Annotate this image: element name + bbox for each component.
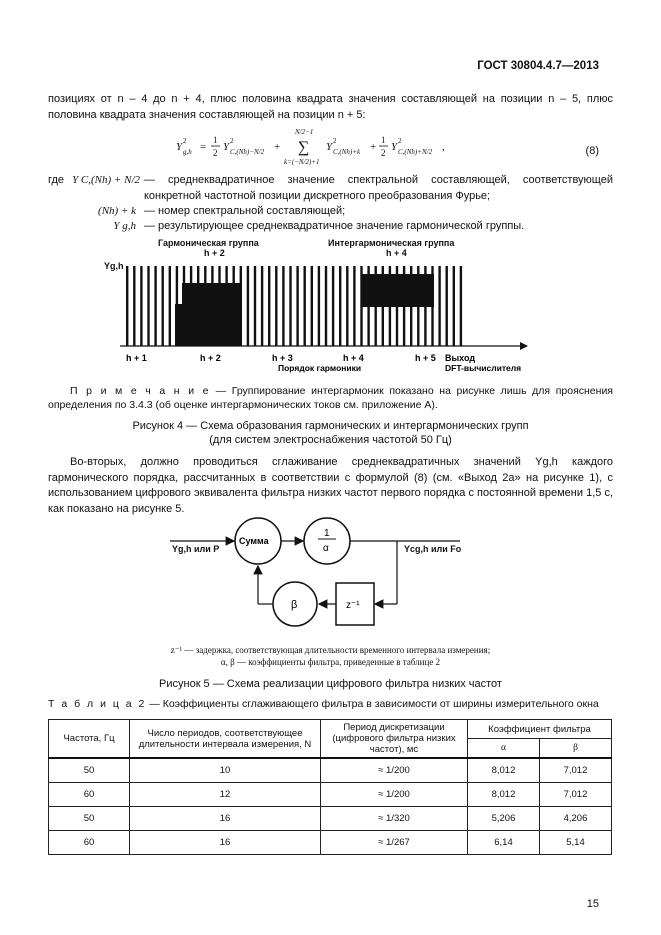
cell: ≈ 1/267: [321, 831, 468, 855]
beta-label: β: [291, 599, 298, 611]
cell: 7,012: [539, 758, 611, 783]
spectral-bar: [460, 266, 462, 346]
cell: 60: [49, 831, 130, 855]
cell: 50: [49, 807, 130, 831]
svg-text:+: +: [274, 141, 281, 153]
figure-5-legend-2: α, β — коэффициенты фильтра, приведенные в таблице 2: [220, 657, 441, 667]
cell: 6,14: [468, 831, 540, 855]
figure-5-legend-1: z⁻¹ — задержка, соответствующая длительности временного интервала измерения;: [170, 645, 491, 655]
table-2-label: Т а б л и ц а 2: [48, 698, 147, 710]
fig4-tick-4: h + 4: [343, 353, 364, 363]
spectral-bar: [304, 266, 306, 346]
cell: 16: [130, 831, 321, 855]
table-2: [48, 719, 612, 855]
formula-8: [170, 128, 470, 168]
svg-text:C,(Nh)+N/2: C,(Nh)+N/2: [398, 148, 433, 156]
spectral-bar: [275, 266, 277, 346]
spectral-bar: [140, 266, 142, 346]
spectral-bar: [325, 266, 327, 346]
group-block: [182, 283, 240, 304]
spectral-bar: [346, 266, 348, 346]
where-text-3: — результирующее среднеквадратичное значение гармонической группы.: [144, 220, 525, 232]
table-row: [49, 758, 612, 783]
fig4-tick-3: h + 3: [272, 353, 293, 363]
table-row: [49, 783, 612, 807]
cell: 60: [49, 783, 130, 807]
svg-text:2: 2: [183, 137, 187, 145]
svg-text:=: =: [200, 141, 207, 153]
svg-text:2: 2: [398, 137, 402, 145]
alpha-node: [304, 518, 350, 564]
where-text-1: — среднеквадратичное значение спектральной составляющей, соответствующей конкретной частотной позиции дискретного преобразования Фурье;: [144, 174, 613, 202]
where-term-2: (Nh) + k: [98, 205, 136, 217]
svg-text:g,h: g,h: [183, 148, 192, 156]
spectral-bar: [261, 266, 263, 346]
th-period: Период дискретизации (цифрового фильтра низких частот), мс: [321, 720, 468, 759]
svg-text:∑: ∑: [298, 139, 310, 156]
fig4-output-label: Выход: [445, 353, 476, 363]
fig5-input-label: Yg,h или P: [172, 544, 220, 554]
cell: 10: [130, 758, 321, 783]
fig4-y-axis: Yg,h: [104, 261, 124, 271]
spectral-bar: [318, 266, 320, 346]
th-periods: Число периодов, соответствующее длительности интервала измерения, N: [130, 720, 321, 759]
fig4-group-h: h + 2: [204, 248, 225, 258]
where-term-3: Y g,h: [113, 220, 136, 232]
cell: 7,012: [539, 783, 611, 807]
svg-text:+: +: [370, 141, 377, 153]
where-term-1: Y C,(Nh) + N/2: [72, 174, 140, 186]
fig4-x-label: Порядок гармоники: [278, 363, 362, 373]
delay-label: z⁻¹: [346, 600, 360, 611]
where-list: [48, 173, 613, 233]
formula-number: (8): [585, 145, 599, 157]
spectral-bar: [169, 266, 171, 346]
table-row: [49, 807, 612, 831]
spectral-bar: [353, 266, 355, 346]
alpha-num: 1: [324, 528, 330, 539]
table-2-title: [48, 698, 613, 710]
figure-5-legend: [48, 644, 613, 668]
spectral-bar: [126, 266, 128, 346]
standard-header: ГОСТ 30804.4.7—2013: [477, 60, 599, 72]
svg-text:,: ,: [442, 141, 445, 153]
fig4-group-label: Гармоническая группа: [158, 238, 259, 248]
spectral-bar: [453, 266, 455, 346]
figure-5-caption: Рисунок 5 — Схема реализации цифрового фильтра низких частот: [159, 678, 502, 690]
svg-text:2: 2: [381, 148, 386, 158]
group-block: [175, 304, 241, 346]
svg-text:1: 1: [381, 135, 386, 145]
spectral-bar: [446, 266, 448, 346]
th-beta: β: [539, 739, 611, 759]
svg-text:Y: Y: [391, 141, 398, 153]
cell: 5,206: [468, 807, 540, 831]
svg-text:2: 2: [333, 137, 337, 145]
fig5-output-label: Yсg,h или Fo: [404, 544, 462, 554]
spectral-bar: [133, 266, 135, 346]
figure-4-caption-line1: Рисунок 4 — Схема образования гармонических и интергармонических групп: [132, 420, 529, 432]
fig4-tick-1: h + 1: [126, 353, 147, 363]
where-text-2: — номер спектральной составляющей;: [144, 205, 346, 217]
spectral-bar: [147, 266, 149, 346]
figure-4-caption-line2: (для систем электроснабжения частотой 50 Гц): [209, 434, 452, 446]
svg-text:Y: Y: [223, 141, 230, 153]
svg-text:C,(Nh)+k: C,(Nh)+k: [333, 148, 361, 156]
paragraph-smoothing: Во-вторых, должно проводиться сглаживание среднеквадратичных значений Yg,h каждого гармонического порядка, рассчитанных в соответствии с формулой (8) (см. «Выход 2а» на рисунке 1), с использованием цифрового эквивалента фильтра низких частот первого порядка с постоянной времени 1,5 с, как показано на рисунке 5.: [48, 456, 613, 515]
th-alpha: α: [468, 739, 540, 759]
note-label: П р и м е ч а н и е: [70, 385, 211, 397]
cell: ≈ 1/320: [321, 807, 468, 831]
fig4-tick-2: h + 2: [200, 353, 221, 363]
spectral-bar: [289, 266, 291, 346]
figure-4-diagram: [100, 236, 540, 376]
spectral-bar: [339, 266, 341, 346]
spectral-bar: [282, 266, 284, 346]
cell: 4,206: [539, 807, 611, 831]
spectral-bar: [268, 266, 270, 346]
cell: 12: [130, 783, 321, 807]
spectral-bar: [311, 266, 313, 346]
cell: 8,012: [468, 783, 540, 807]
note: [48, 384, 613, 412]
svg-text:C,(Nh)−N/2: C,(Nh)−N/2: [230, 148, 265, 156]
table-2-title-text: — Коэффициенты сглаживающего фильтра в зависимости от ширины измерительного окна: [149, 698, 599, 710]
svg-text:N/2−1: N/2−1: [295, 128, 314, 136]
spectral-bar: [332, 266, 334, 346]
spectral-bar: [254, 266, 256, 346]
alpha-den: α: [323, 543, 329, 554]
svg-text:2: 2: [213, 148, 218, 158]
fig4-output-sub: DFT-вычислителя: [445, 363, 522, 373]
figure-4-caption: [48, 419, 613, 447]
fig4-tick-5: h + 5: [415, 353, 436, 363]
cell: ≈ 1/200: [321, 758, 468, 783]
note-text: — Группирование интергармоник показано на рисунке лишь для прояснения определения по 3.4.3 (об оценке интергармонических токов см. приложение А).: [48, 385, 613, 411]
figure-5-diagram: [170, 512, 470, 644]
svg-text:2: 2: [230, 137, 234, 145]
fig4-inter-label: Интергармоническая группа: [328, 238, 455, 248]
page-number: 15: [586, 898, 599, 910]
spectral-bar: [296, 266, 298, 346]
svg-text:Y: Y: [326, 141, 333, 153]
svg-text:1: 1: [213, 135, 218, 145]
cell: 5,14: [539, 831, 611, 855]
th-coef: Коэффициент фильтра: [468, 720, 612, 739]
cell: 8,012: [468, 758, 540, 783]
group-block: [362, 274, 434, 307]
fig4-inter-h: h + 4: [386, 248, 407, 258]
where-prefix: где: [48, 174, 65, 186]
spectral-bar: [162, 266, 164, 346]
sum-label: Сумма: [239, 536, 269, 546]
paragraph-positions: позициях от n – 4 до n + 4, плюс половина квадрата значения составляющей на позиции n – 5, плюс половина квадрата значения составляющей на позиции n + 5:: [48, 93, 613, 121]
cell: 50: [49, 758, 130, 783]
table-row: [49, 831, 612, 855]
spectral-bar: [438, 266, 440, 346]
cell: 16: [130, 807, 321, 831]
spectral-bar: [154, 266, 156, 346]
fig4-axis-arrow: [520, 342, 528, 350]
cell: ≈ 1/200: [321, 783, 468, 807]
svg-text:k=(−N/2)+1: k=(−N/2)+1: [284, 158, 320, 166]
spectral-bar: [247, 266, 249, 346]
th-freq: Частота, Гц: [49, 720, 130, 759]
svg-text:Y: Y: [176, 141, 183, 153]
